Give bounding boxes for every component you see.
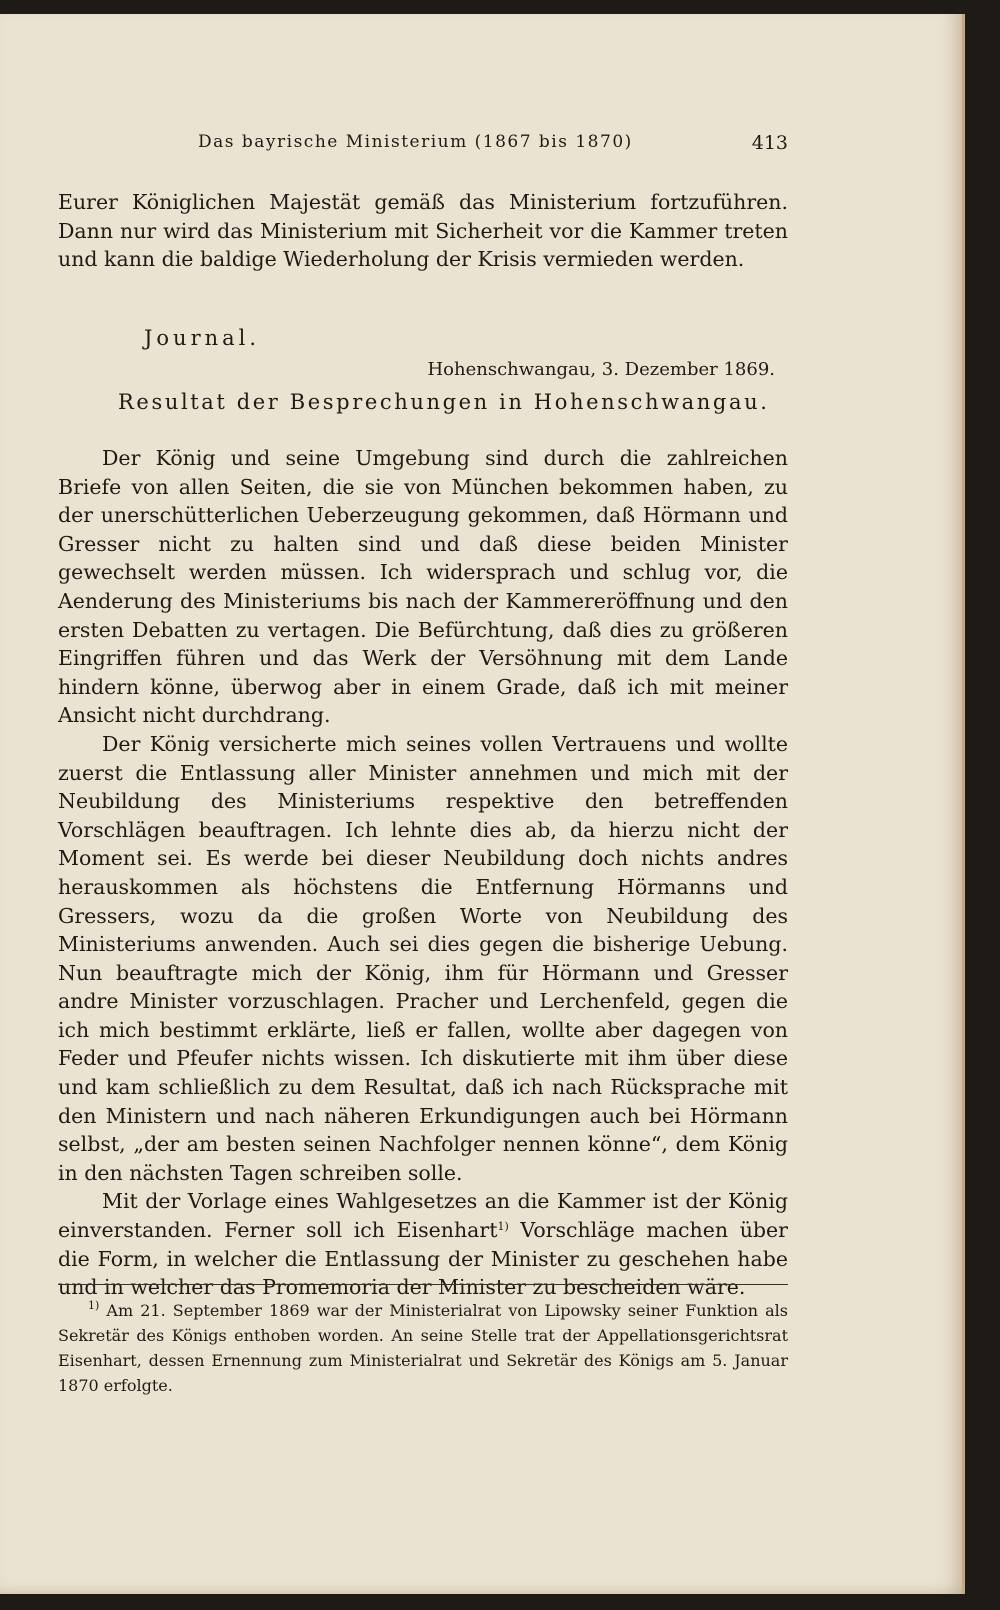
opening-paragraph-block	[58, 188, 788, 274]
page-number: 413	[751, 132, 788, 154]
opening-paragraph: Eurer Königlichen Majestät gemäß das Ministerium fortzuführen. Dann nur wird das Ministerium mit Sicherheit vor die Kammer treten und kann die baldige Wiederholung der Krisis vermieden werden.	[58, 190, 788, 272]
footnote-reference[interactable]: 1)	[497, 1220, 509, 1234]
dateline: Hohenschwangau, 3. Dezember 1869.	[427, 359, 775, 380]
footnote	[58, 1298, 788, 1398]
running-title: Das bayrische Ministerium (1867 bis 1870)	[198, 132, 633, 152]
book-page	[0, 14, 965, 1594]
paragraph-3-text-b: Vorschläge machen über die Form, in welcher die Entlassung der Minister zu geschehen habe und in welcher das Promemoria der Minister zu bescheiden wäre.	[58, 1218, 788, 1300]
section-subheading: Resultat der Besprechungen in Hohenschwangau.	[118, 390, 770, 414]
footnote-divider	[58, 1284, 788, 1285]
journal-heading: Journal.	[144, 326, 261, 350]
paragraph-1: Der König und seine Umgebung sind durch die zahlreichen Briefe von allen Seiten, die sie von München bekommen haben, zu der unerschütterlichen Ueberzeugung gekommen, daß Hörmann und Gresser nicht zu halten sind und daß diese beiden Minister gewechselt werden müssen. Ich widersprach und schlug vor, die Aenderung des Ministeriums bis nach der Kammereröffnung und den ersten Debatten zu vertagen. Die Befürchtung, daß dies zu größeren Eingriffen führen und das Werk der Versöhnung mit dem Lande hindern könne, überwog aber in einem Grade, daß ich mit meiner Ansicht nicht durchdrang.	[58, 446, 788, 728]
page-header	[58, 132, 788, 162]
footnote-marker: 1)	[88, 1299, 100, 1312]
paragraph-2: Der König versicherte mich seines vollen Vertrauens und wollte zuerst die Entlassung aller Minister annehmen und mich mit der Neubildung des Ministeriums respektive den betreffenden Vorschlägen beauftragen. Ich lehnte dies ab, da hierzu nicht der Moment sei. Es werde bei dieser Neubildung doch nichts andres herauskommen als höchstens die Entfernung Hörmanns und Gressers, wozu da die großen Worte von Neubildung des Ministeriums anwenden. Auch sei dies gegen die bisherige Uebung. Nun beauftragte mich der König, ihm für Hörmann und Gresser andre Minister vorzuschlagen. Pracher und Lerchenfeld, gegen die ich mich bestimmt erklärte, ließ er fallen, wollte aber dagegen von Feder und Pfeufer nichts wissen. Ich diskutierte mit ihm über diese und kam schließlich zu dem Resultat, daß ich nach Rücksprache mit den Ministern und nach näheren Erkundigungen auch bei Hörmann selbst, „der am besten seinen Nachfolger nennen könne“, dem König in den nächsten Tagen schreiben solle.	[58, 731, 788, 1185]
footnote-text: Am 21. September 1869 war der Ministerialrat von Lipowsky seiner Funktion als Sekretär des Königs enthoben worden. An seine Stelle trat der Appellationsgerichtsrat Eisenhart, dessen Ernennung zum Ministerialrat und Sekretär des Königs am 5. Januar 1870 erfolgte.	[58, 1301, 788, 1395]
journal-body	[58, 444, 788, 1302]
paragraph-3-text-a: Mit der Vorlage eines Wahlgesetzes an die Kammer ist der König einverstanden. Ferner soll ich Eisenhart	[58, 1189, 788, 1243]
